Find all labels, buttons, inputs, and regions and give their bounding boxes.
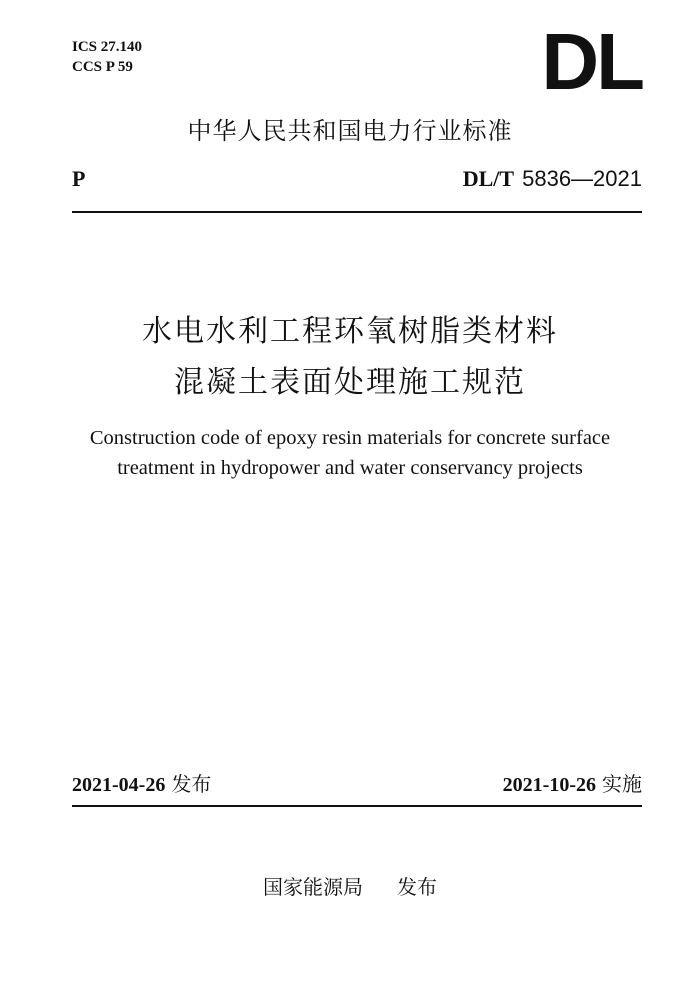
issuing-authority (0, 873, 700, 901)
ccs-code: CCS P 59 (72, 59, 133, 75)
document-title-en-line-2: treatment in hydropower and water conservancy projects (117, 457, 583, 479)
issuer-action: 发布 (397, 875, 437, 899)
issue-date (72, 770, 211, 799)
issue-date-value: 2021-04-26 (72, 774, 166, 796)
implementation-date (503, 770, 642, 799)
document-title-cn-line-1: 水电水利工程环氧树脂类材料 (142, 314, 558, 349)
implementation-date-value: 2021-10-26 (502, 774, 596, 796)
document-title-en-line-1: Construction code of epoxy resin materials for concrete surface (89, 427, 611, 449)
standard-number (463, 165, 642, 193)
standard-number-value: 5836—2021 (522, 166, 642, 191)
date-divider (72, 805, 642, 807)
issuer-name: 国家能源局 (263, 875, 363, 899)
category-letter: P (72, 166, 86, 191)
standard-number-prefix: DL/T (462, 166, 515, 191)
ics-code: ICS 27.140 (72, 39, 143, 55)
document-title-cn-line-2: 混凝土表面处理施工规范 (174, 365, 526, 400)
implementation-date-label: 实施 (602, 772, 642, 796)
header-divider (72, 211, 642, 213)
issue-date-label: 发布 (171, 772, 212, 796)
industry-standard-title: 中华人民共和国电力行业标准 (187, 117, 513, 145)
dl-logo: DL (541, 17, 642, 106)
